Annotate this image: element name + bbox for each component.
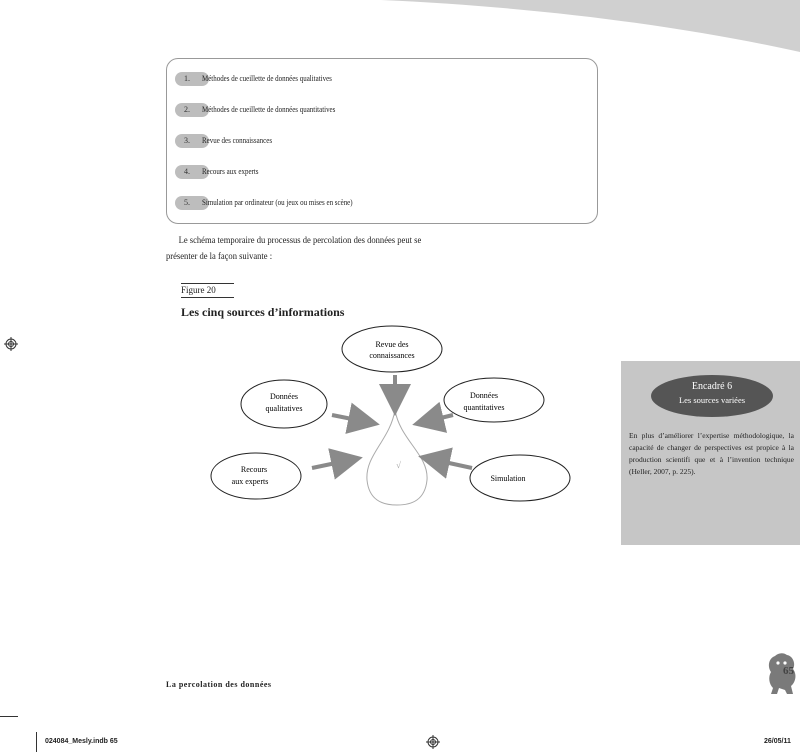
body-paragraph xyxy=(166,233,421,265)
node-right xyxy=(444,378,544,422)
figure-title: Les cinq sources d’informations xyxy=(181,305,345,319)
list-number-pill: 2. xyxy=(175,103,209,117)
node-top-line2: connaissances xyxy=(369,351,415,360)
print-slug-filename: 024084_Mesly.indb 65 xyxy=(45,738,118,745)
node-bottom-left xyxy=(211,453,301,499)
list-number-pill: 4. xyxy=(175,165,209,179)
node-top xyxy=(342,326,442,372)
page-number: 65 xyxy=(783,665,794,677)
drop-shape xyxy=(367,410,427,505)
node-right-line1: Données xyxy=(470,391,498,400)
five-sources-diagram xyxy=(200,320,580,515)
figure-label: Figure 20 xyxy=(181,283,234,298)
decorative-swoosh xyxy=(0,0,800,60)
crop-mark xyxy=(0,716,18,717)
list-number-pill: 1. xyxy=(175,72,209,86)
arrow-bottom-left xyxy=(312,459,355,468)
list-item-text: Méthodes de cueillette de données quantitatives xyxy=(202,104,336,114)
list-number-pill: 3. xyxy=(175,134,209,148)
node-top-line1: Revue des xyxy=(375,340,409,349)
node-left xyxy=(241,380,327,428)
list-item-text: Recours aux experts xyxy=(202,166,259,176)
sidebar-heading-oval xyxy=(651,375,773,417)
node-bottom-left-line2: aux experts xyxy=(231,477,269,486)
monkey-mascot-icon xyxy=(763,650,800,695)
list-item-text: Méthodes de cueillette de données qualitatives xyxy=(202,73,332,83)
paragraph-line: présenter de la façon suivante : xyxy=(166,252,273,262)
arrow-right xyxy=(420,415,453,423)
drop-mark: √ xyxy=(396,460,401,470)
arrow-bottom-right xyxy=(426,458,472,468)
sidebar-subtitle: Les sources variées xyxy=(678,395,746,405)
sources-list-box xyxy=(166,58,598,224)
node-bottom-right xyxy=(470,455,570,501)
node-bottom-right-line1: Simulation xyxy=(490,474,526,483)
node-right-line2: quantitatives xyxy=(463,403,505,412)
sidebar-text: En plus d’améliorer l’expertise méthodologique, la capacité de changer de perspectives est propice à la production scientifi que et à l’invention technique (Heller, 2007, p. 225). xyxy=(629,431,794,476)
node-left-line1: Données xyxy=(270,392,298,401)
paragraph-line: Le schéma temporaire du processus de percolation des données peut se xyxy=(178,236,422,246)
node-left-line2: qualitatives xyxy=(265,404,303,413)
registration-mark-icon xyxy=(426,735,440,749)
sidebar-box xyxy=(621,361,800,545)
node-bottom-left-line1: Recours xyxy=(240,465,268,474)
registration-mark-icon xyxy=(4,337,18,351)
sidebar-title: Encadré 6 xyxy=(691,381,733,392)
print-slug-date: 26/05/11 xyxy=(764,738,791,745)
list-item-text: Simulation par ordinateur (ou jeux ou mises en scène) xyxy=(202,197,353,207)
list-item-text: Revue des connaissances xyxy=(202,135,273,145)
running-footer-title: La percolation des données xyxy=(166,680,272,689)
arrow-left xyxy=(332,415,372,423)
list-number-pill: 5. xyxy=(175,196,209,210)
crop-mark xyxy=(36,732,37,752)
